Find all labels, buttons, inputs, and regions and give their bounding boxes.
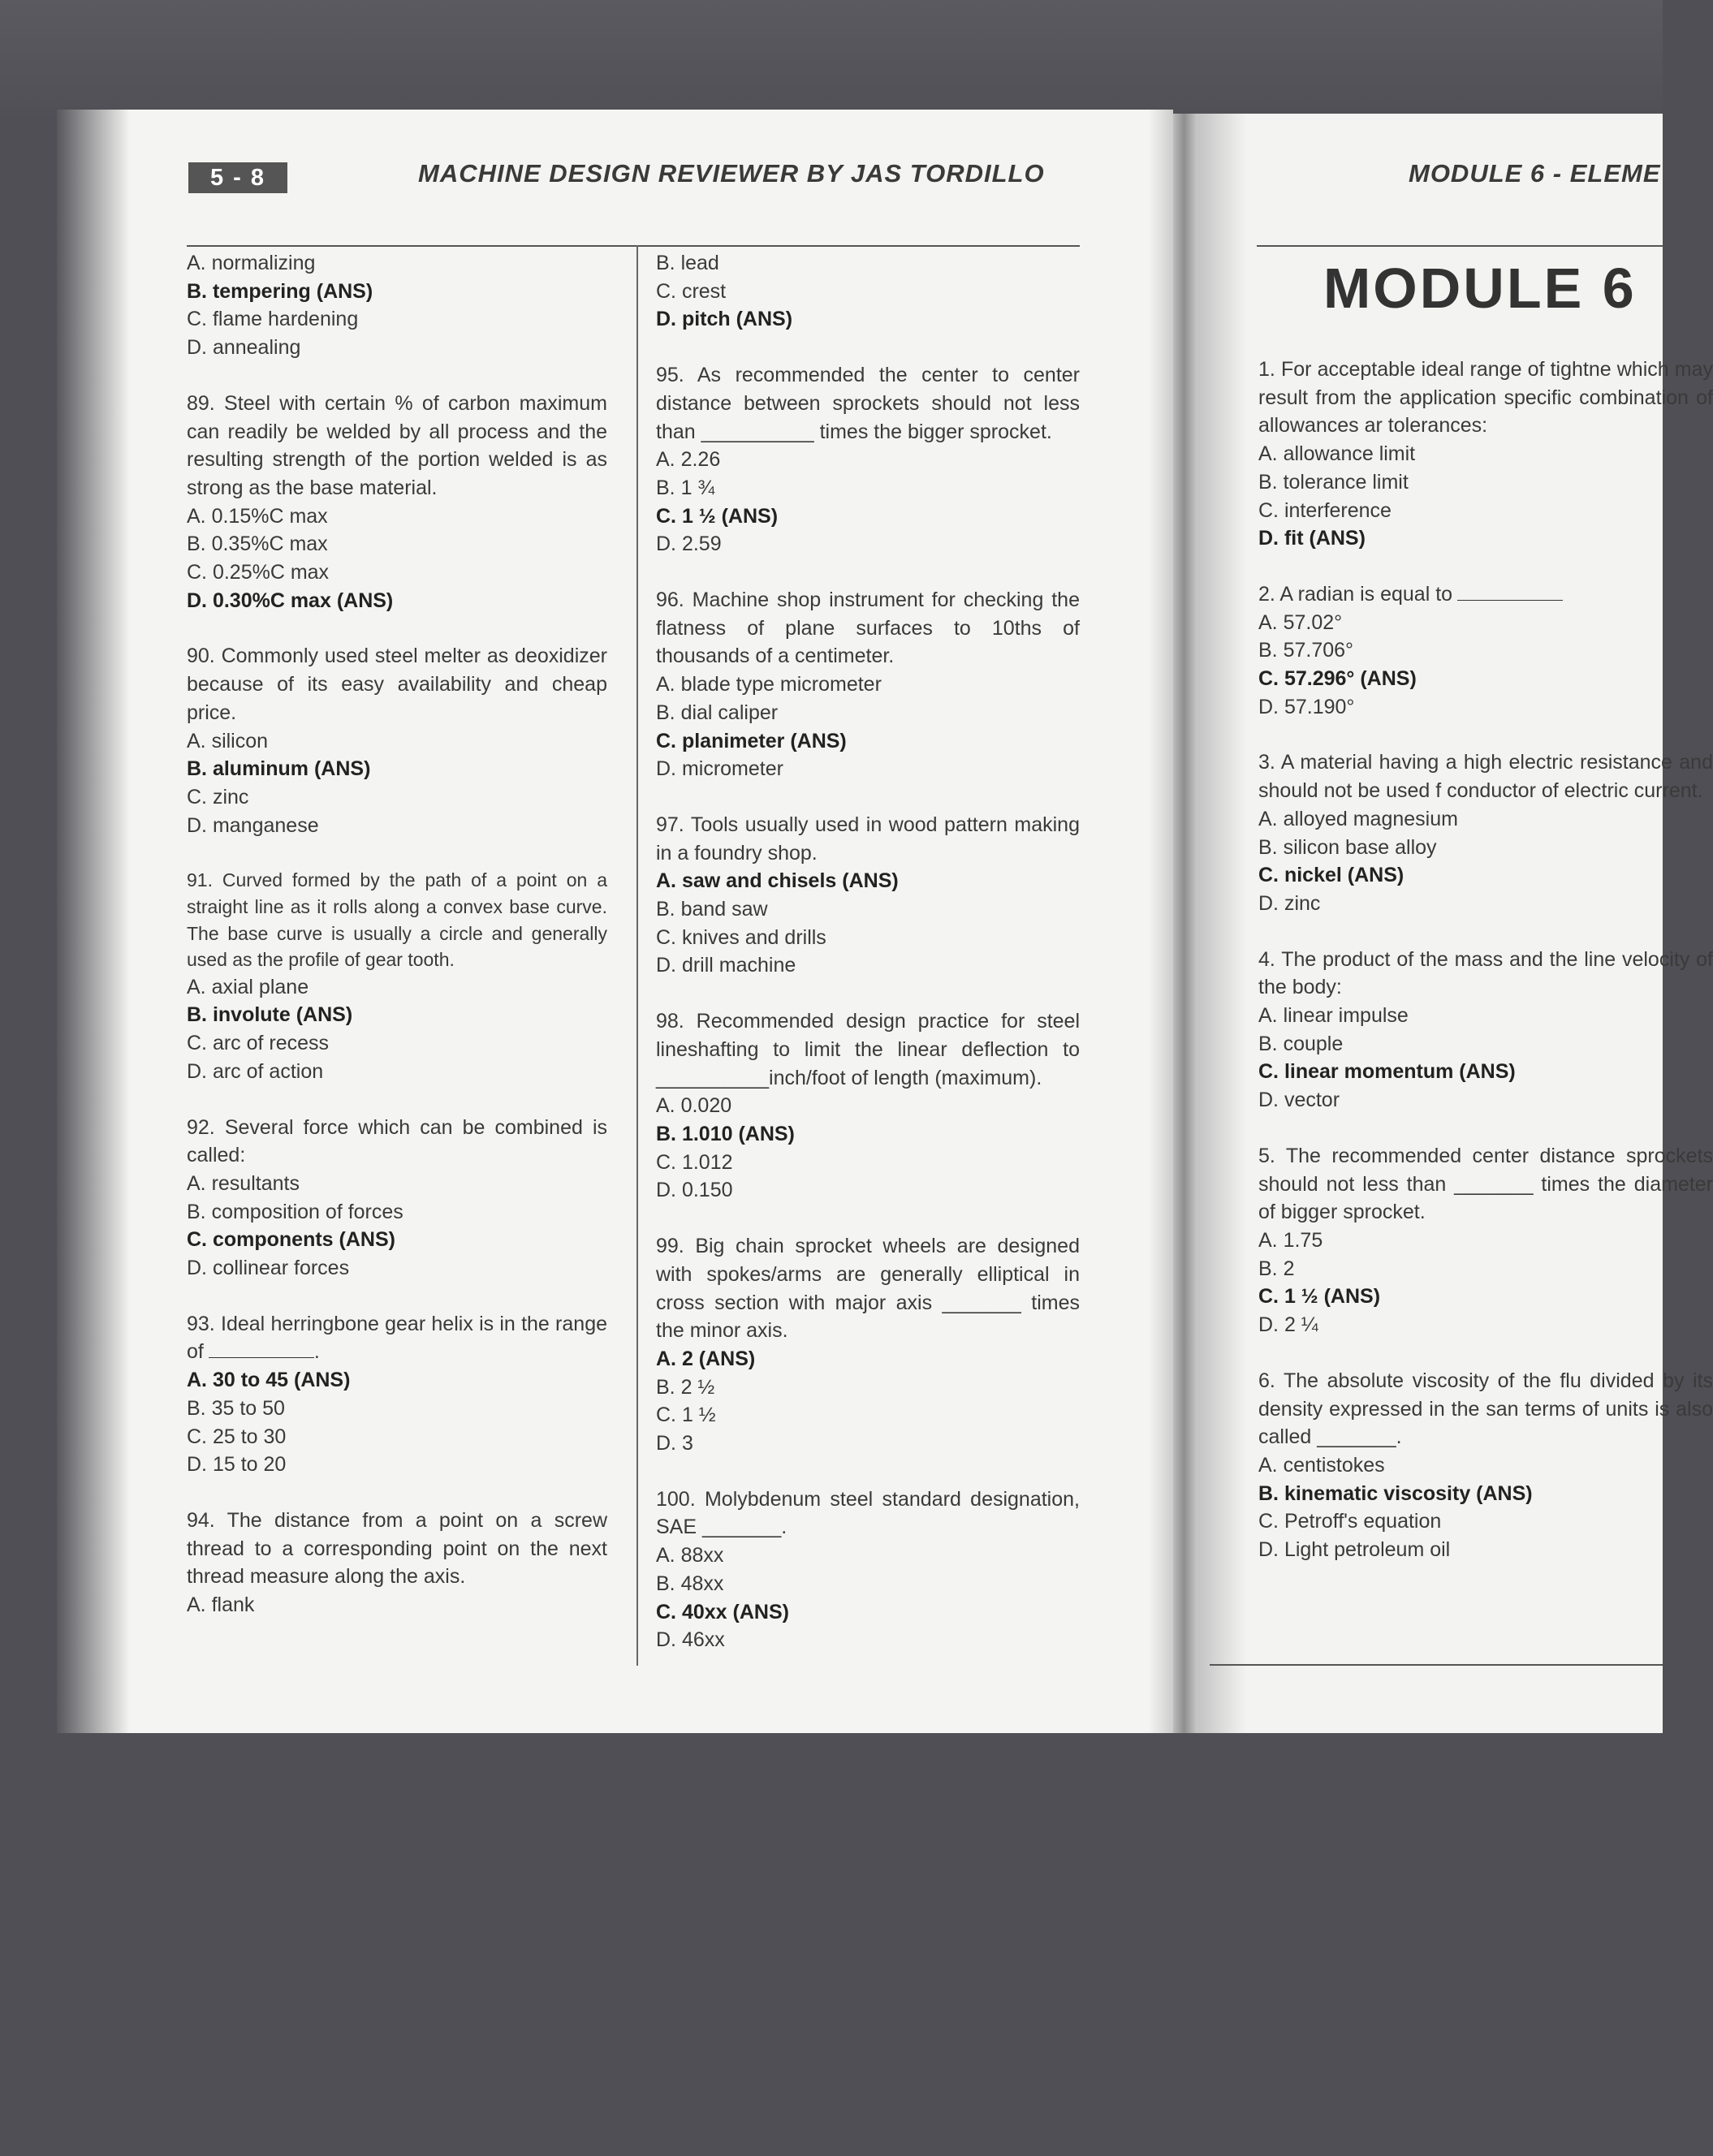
answer-option: A. 1.75 xyxy=(1258,1228,1323,1252)
question-stem: 1. For acceptable ideal range of tightne which may result from the application specific combination of allowances ar tolerances: xyxy=(1258,358,1713,438)
question-stem: 92. Several force which can be combined is called: xyxy=(187,1115,607,1167)
question-item xyxy=(656,811,1080,980)
question-item xyxy=(656,1232,1080,1458)
question-item xyxy=(656,1485,1080,1654)
header-rule-left xyxy=(187,245,1080,247)
answer-option: B. 48xx xyxy=(656,1572,724,1595)
answer-option: A. alloyed magnesium xyxy=(1258,807,1458,830)
answer-option: B. 57.706° xyxy=(1258,639,1354,662)
answer-option: B. dial caliper xyxy=(656,701,779,724)
question-stem: 6. The absolute viscosity of the flu divided by its density expressed in the san terms of units is also called _______. xyxy=(1258,1369,1713,1449)
footer-rule-right xyxy=(1210,1664,1663,1666)
answer-option: D. drill machine xyxy=(656,954,796,977)
question-stem: 91. Curved formed by the path of a point on a straight line as it rolls along a convex base curve. The base curve is usually a circle and generally used as the profile of gear tooth. xyxy=(187,869,607,971)
answer-option: A. normalizing xyxy=(187,252,316,274)
header-rule-right xyxy=(1257,245,1663,247)
answer-option-correct: B. tempering (ANS) xyxy=(187,279,373,303)
answer-option: D. Light petroleum oil xyxy=(1258,1538,1451,1562)
answer-option: D. manganese xyxy=(187,813,319,837)
question-stem: 96. Machine shop instrument for checking the flatness of plane surfaces to 10ths of thousands of a centimeter. xyxy=(656,589,1080,668)
question-item xyxy=(187,642,607,839)
answer-option: C. Petroff's equation xyxy=(1258,1510,1442,1533)
answer-option: A. 0.020 xyxy=(656,1094,732,1118)
answer-option: A. 88xx xyxy=(656,1544,724,1567)
answer-option: A. 2.26 xyxy=(656,448,721,472)
answer-option: D. micrometer xyxy=(656,757,783,781)
answer-option: B. band saw xyxy=(656,898,768,921)
answer-option: A. axial plane xyxy=(187,975,309,998)
answer-option: C. 25 to 30 xyxy=(187,1425,287,1448)
module-title: MODULE 6 xyxy=(1323,257,1637,320)
question-stem: 5. The recommended center distance sprockets should not less than _______ times the diameter of bigger sprocket. xyxy=(1258,1144,1713,1224)
question-item xyxy=(1258,1367,1713,1564)
running-header-left: MACHINE DESIGN REVIEWER BY JAS TORDILLO xyxy=(418,159,1045,188)
answer-option: A. allowance limit xyxy=(1258,442,1416,466)
answer-option-correct: B. involute (ANS) xyxy=(187,1003,353,1027)
column-middle xyxy=(656,249,1080,1682)
answer-option: D. zinc xyxy=(1258,891,1321,915)
answer-option: C. flame hardening xyxy=(187,308,359,331)
answer-option: A. silicon xyxy=(187,729,269,752)
answer-option: A. 0.15%C max xyxy=(187,504,328,528)
question-item xyxy=(187,1310,607,1479)
answer-option: B. tolerance limit xyxy=(1258,470,1409,494)
answer-option: B. 2 ½ xyxy=(656,1375,715,1399)
answer-option: C. zinc xyxy=(187,785,249,808)
question-stem: 99. Big chain sprocket wheels are designed with spokes/arms are generally elliptical in cross section with major axis _______ times the minor axis. xyxy=(656,1235,1080,1343)
question-item xyxy=(187,390,607,615)
question-item xyxy=(1258,356,1713,553)
answer-option: C. 1 ½ xyxy=(656,1404,716,1427)
answer-option: C. knives and drills xyxy=(656,925,826,949)
answer-option-correct: C. linear momentum (ANS) xyxy=(1258,1060,1516,1084)
question-item xyxy=(187,1114,607,1283)
answer-option: B. 0.35%C max xyxy=(187,533,328,556)
answer-option: C. interference xyxy=(1258,498,1392,522)
answer-option-correct: C. 1 ½ (ANS) xyxy=(1258,1285,1381,1309)
answer-option-correct: C. components (ANS) xyxy=(187,1228,395,1252)
answer-option-correct: C. 1 ½ (ANS) xyxy=(656,504,779,528)
answer-option: B. 35 to 50 xyxy=(187,1396,285,1420)
question-stem: 93. Ideal herringbone gear helix is in the range of . xyxy=(187,1312,607,1364)
column-left xyxy=(187,249,607,1647)
answer-option: D. collinear forces xyxy=(187,1257,350,1280)
answer-blank xyxy=(1457,582,1563,601)
answer-option: B. 1 ¾ xyxy=(656,476,715,499)
right-page-shadow xyxy=(1197,114,1246,1733)
answer-blank xyxy=(209,1339,314,1358)
answer-option: B. lead xyxy=(656,252,719,274)
question-stem: 2. A radian is equal to xyxy=(1258,580,1713,609)
answer-option: D. vector xyxy=(1258,1089,1340,1112)
question-stem: 94. The distance from a point on a screw thread to a corresponding point on the next thread measure along the axis. xyxy=(187,1508,607,1589)
answer-option-correct: B. aluminum (ANS) xyxy=(187,757,371,781)
answer-option-correct: C. nickel (ANS) xyxy=(1258,864,1404,887)
answer-option-correct: C. 57.296° (ANS) xyxy=(1258,667,1417,691)
answer-option: D. 2 ¼ xyxy=(1258,1313,1318,1337)
answer-option: B. silicon base alloy xyxy=(1258,835,1437,859)
question-item xyxy=(1258,580,1713,722)
answer-option: B. 2 xyxy=(1258,1257,1295,1280)
question-stem: 97. Tools usually used in wood pattern making in a foundry shop. xyxy=(656,813,1080,865)
answer-option: D. 15 to 20 xyxy=(187,1453,287,1477)
answer-option: B. composition of forces xyxy=(187,1200,403,1223)
answer-option-correct: D. 0.30%C max (ANS) xyxy=(187,589,394,612)
book-gutter xyxy=(1173,114,1197,1733)
answer-option: A. linear impulse xyxy=(1258,1004,1409,1028)
answer-option: D. 2.59 xyxy=(656,533,722,556)
answer-option-correct: C. planimeter (ANS) xyxy=(656,729,847,752)
question-stem: 3. A material having a high electric resistance and should not be used f conductor of electric current. xyxy=(1258,751,1713,803)
answer-option: A. resultants xyxy=(187,1171,300,1195)
answer-option: D. 57.190° xyxy=(1258,695,1355,718)
question-item xyxy=(187,1507,607,1619)
question-item xyxy=(187,867,607,1085)
answer-option: A. flank xyxy=(187,1593,255,1617)
answer-option-correct: B. kinematic viscosity (ANS) xyxy=(1258,1481,1533,1505)
question-item xyxy=(187,249,607,362)
question-item xyxy=(656,586,1080,783)
question-stem: 4. The product of the mass and the line velocity of the body: xyxy=(1258,947,1713,999)
question-stem: 89. Steel with certain % of carbon maximum can readily be welded by all process and the resulting strength of the portion welded is as strong as the base material. xyxy=(187,391,607,499)
left-page-curl xyxy=(1149,110,1173,1733)
answer-option-correct: A. saw and chisels (ANS) xyxy=(656,869,899,893)
question-stem: 95. As recommended the center to center distance between sprockets should not less than __________ times the bigger sprocket. xyxy=(656,364,1080,443)
question-item xyxy=(656,1007,1080,1205)
answer-option-correct: C. 40xx (ANS) xyxy=(656,1600,789,1623)
question-stem: 100. Molybdenum steel standard designation, SAE _______. xyxy=(656,1487,1080,1539)
answer-option-correct: A. 30 to 45 (ANS) xyxy=(187,1369,351,1392)
scanner-background xyxy=(0,0,1663,114)
answer-option: D. 46xx xyxy=(656,1628,725,1652)
answer-option: A. centistokes xyxy=(1258,1453,1385,1477)
answer-option-correct: D. pitch (ANS) xyxy=(656,308,793,331)
column-divider xyxy=(636,245,638,1666)
answer-option-correct: D. fit (ANS) xyxy=(1258,527,1366,550)
answer-option: C. arc of recess xyxy=(187,1032,330,1055)
answer-option: C. crest xyxy=(656,279,727,303)
answer-option: D. 0.150 xyxy=(656,1179,733,1202)
answer-option: B. couple xyxy=(1258,1032,1344,1055)
answer-option: C. 1.012 xyxy=(656,1150,733,1174)
answer-option: A. blade type micrometer xyxy=(656,673,882,696)
answer-option: D. 3 xyxy=(656,1432,693,1455)
question-item xyxy=(1258,946,1713,1115)
running-header-right: MODULE 6 - ELEME xyxy=(1409,159,1661,188)
question-item xyxy=(656,249,1080,334)
question-stem: 98. Recommended design practice for steel lineshafting to limit the linear deflection to __________inch/foot of length (maximum). xyxy=(656,1010,1080,1089)
answer-option-correct: A. 2 (ANS) xyxy=(656,1347,756,1370)
left-page-shadow xyxy=(57,110,130,1733)
answer-option: A. 57.02° xyxy=(1258,610,1343,634)
answer-option-correct: B. 1.010 (ANS) xyxy=(656,1122,795,1145)
answer-option: C. 0.25%C max xyxy=(187,561,330,584)
page-number-badge: 5 - 8 xyxy=(188,162,287,193)
question-item xyxy=(656,361,1080,558)
column-right xyxy=(1258,356,1713,1592)
answer-option: D. annealing xyxy=(187,336,301,360)
question-item xyxy=(1258,748,1713,917)
answer-option: D. arc of action xyxy=(187,1059,324,1083)
question-item xyxy=(1258,1142,1713,1339)
question-stem: 90. Commonly used steel melter as deoxidizer because of its easy availability and cheap price. xyxy=(187,645,607,724)
